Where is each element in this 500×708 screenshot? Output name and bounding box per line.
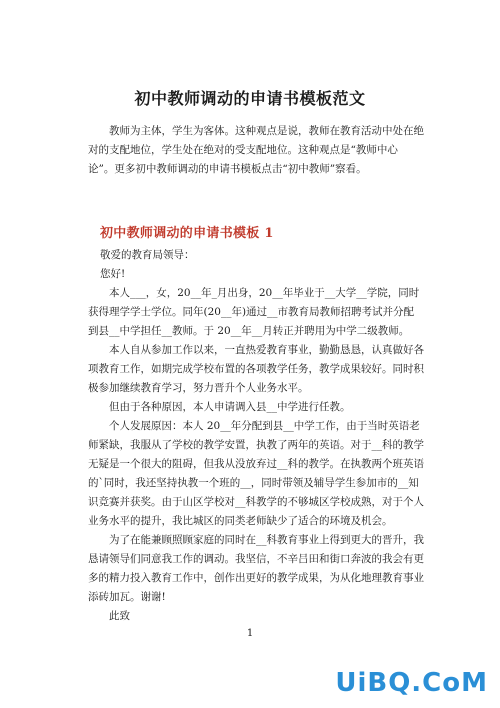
salutation: 敬爱的教育局领导： — [100, 249, 195, 261]
letter-body — [88, 246, 424, 626]
body-paragraph: 本人___，女，20__年_月出身，20__年毕业于__大学__学院，同时获得理学学士学位。同年(20__年)通过__市教育局教师招聘考试并分配到县__中学担任__教师。于 20__年__月转正并聘用为中学二级教师。 — [88, 287, 420, 337]
closing: 此致 — [109, 610, 130, 622]
body-paragraph: 个人发展原因：本人 20__年分配到县__中学工作，由于当时英语老师紧缺，我服从了学校的教学安置，执教了两年的英语。对于__科的教学无疑是一个很大的阻碍，但我从没放弃过__科的教学。在执教两个班英语的`同时，我还坚持执教一个班的__，同时带领及辅导学生参加市的__知识竞赛并获奖。由于山区学校对__科教学的不够城区学校成熟，对于个人业务水平的提升，我比城区的同类老师缺少了适合的环境及机会。 — [88, 420, 424, 527]
greeting: 您好! — [100, 268, 126, 280]
document-title: 初中教师调动的申请书模板范文 — [134, 89, 366, 108]
body-paragraph: 但由于各种原因，本人申请调入县__中学进行任教。 — [109, 401, 351, 413]
watermark-logo: UiBQ.CoM — [335, 668, 488, 698]
section-title: 初中教师调动的申请书模板 1 — [100, 226, 274, 241]
page-number: 1 — [246, 628, 254, 639]
body-paragraph: 为了在能兼顾照顾家庭的同时在__科教育事业上得到更大的晋升，我恳请领导们同意我工作的调动。我坚信，不辛吕田和街口奔波的我会有更多的精力投入教育工作中，创作出更好的教学成果，为从化地理教育事业添砖加瓦。谢谢! — [88, 534, 424, 603]
body-paragraph: 本人自从参加工作以来，一直热爱教育事业，勤勤恳恳，认真做好各项教育工作，如期完成学校布置的各项教学任务，教学成果较好。同时积极参加继续教育学习，努力晋升个人业务水平。 — [88, 344, 424, 394]
intro-paragraph: 教师为主体，学生为客体。这种观点是说，教师在教育活动中处在绝对的支配地位，学生处在绝对的受支配地位。这种观点是“教师中心论”。更多初中教师调动的申请书模板点击“初中教师”察看。 — [88, 125, 424, 175]
